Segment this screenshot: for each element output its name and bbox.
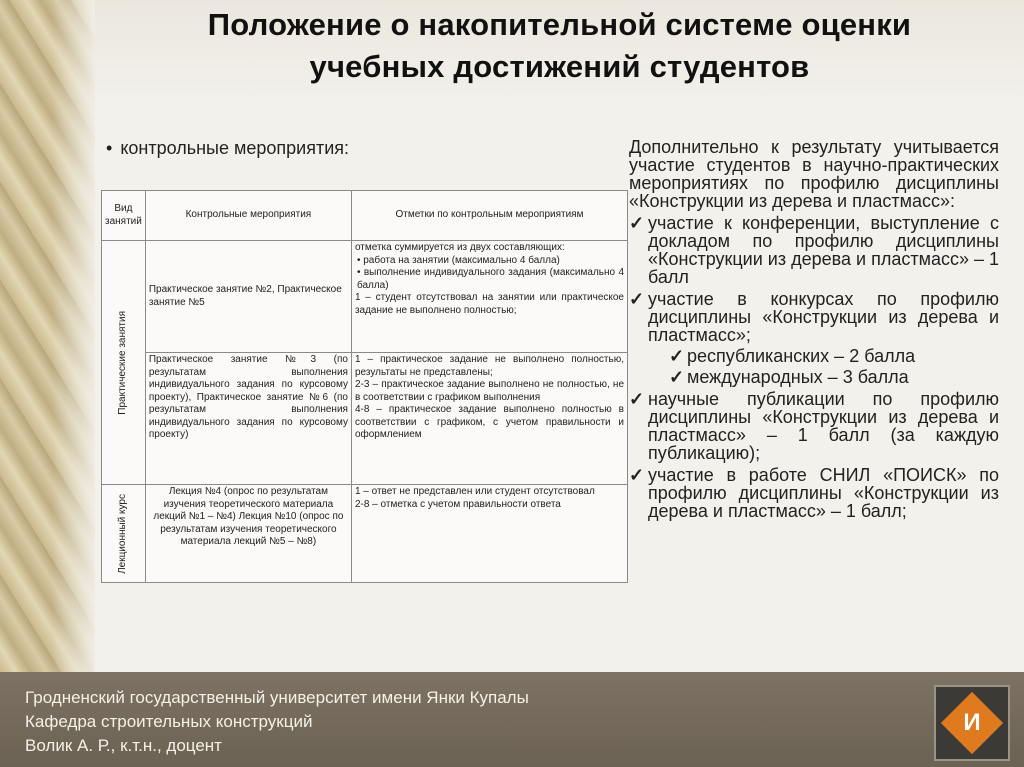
additional-criteria: [629, 138, 999, 520]
bullet-dot-icon: •: [106, 138, 113, 158]
faculty-logo-icon: И: [934, 685, 1010, 761]
row3-mark-2: 2-8 – отметка с учетом правильности ответа: [354, 498, 561, 510]
footer-department: Кафедра строительных конструкций: [25, 712, 313, 731]
footer-university: Гродненский государственный университет имени Янки Купалы: [25, 688, 529, 707]
decorative-wood-strip: [0, 0, 95, 672]
criteria-subitem-text: республиканских – 2 балла: [687, 346, 916, 366]
header-events: Контрольные мероприятия: [145, 191, 351, 241]
section-bullet: [106, 138, 349, 159]
row3-events: Лекция №4 (опрос по результатам изучения теоретического материала лекций №1 – №4) Лекция №10 (опрос по результатам изучения теоретического материала лекций №5 – №8): [145, 485, 351, 583]
row1-marks-item-2-text: выполнение индивидуального задания (максимально 4 балла): [356, 267, 625, 291]
row2-mark-1: 1 – практическое задание не выполнено полностью, результаты не представлены;: [354, 354, 624, 378]
footer-bar: [0, 672, 1024, 767]
group-lecture-label: Лекционный курс: [117, 493, 129, 574]
criteria-item: [629, 214, 999, 286]
row2-mark-2: 2-3 – практическое задание выполнено не полностью, не в соответствии с графиком выполнения: [354, 379, 624, 403]
header-marks: Отметки по контрольным мероприятиям: [351, 191, 627, 241]
header-type: Вид занятий: [102, 191, 146, 241]
footer-author: Волик А. Р., к.т.н., доцент: [25, 736, 222, 755]
checkmark-icon: ✓: [669, 367, 685, 387]
row3-mark-1: 1 – ответ не представлен или студент отсутствовал: [354, 486, 595, 497]
control-events-table: [101, 190, 628, 583]
row2-mark-3: 4-8 – практическое задание выполнено полностью в соответствии с графиком, с учетом правильности и оформлением: [354, 404, 624, 440]
criteria-item: [629, 390, 999, 462]
row1-marks-intro: отметка суммируется из двух составляющих:: [354, 242, 565, 253]
checkmark-icon: ✓: [669, 346, 685, 366]
section-bullet-text: контрольные мероприятия:: [120, 138, 349, 158]
group-lecture: [102, 485, 146, 583]
row1-marks-last: 1 – студент отсутствовал на занятии или практическое задание не выполнено полностью;: [354, 292, 624, 316]
table-row: [102, 353, 628, 485]
page-title: [95, 4, 1024, 88]
group-practical: [102, 241, 146, 485]
checkmark-icon: ✓: [629, 289, 645, 309]
checkmark-icon: ✓: [629, 465, 645, 485]
title-line-1: Положение о накопительной системе оценки: [207, 7, 912, 42]
row1-marks-item-1-text: работа на занятии (максимально 4 балла): [363, 254, 560, 266]
row3-marks: [351, 485, 627, 583]
criteria-item-text: участие к конференции, выступление с докладом по профилю дисциплины «Конструкции из дерева и пластмасс» – 1 балл: [648, 213, 999, 287]
criteria-item: [629, 466, 999, 520]
row1-marks-item-2: • выполнение индивидуального задания (максимально 4 балла): [356, 267, 625, 291]
criteria-intro: Дополнительно к результату учитывается участие студентов в научно-практических мероприятиях по профилю дисциплины «Конструкции из дерева и пластмасс»:: [629, 137, 999, 211]
row1-events: Практическое занятие №2, Практическое занятие №5: [145, 241, 351, 353]
checkmark-icon: ✓: [629, 213, 645, 233]
row2-events: Практическое занятие №3 (по результатам выполнения индивидуального задания по курсовому проекту), Практическое занятие №6 (по результатам выполнения индивидуального задания по курсовому проекту): [145, 353, 351, 485]
criteria-subitem: [629, 368, 999, 386]
table-row: [102, 241, 628, 353]
checkmark-icon: ✓: [629, 389, 645, 409]
footer-text: [25, 686, 529, 758]
criteria-subitem-text: международных – 3 балла: [687, 367, 909, 387]
row1-marks-item-1: • работа на занятии (максимально 4 балла): [356, 254, 560, 266]
criteria-item-text: участие в работе СНИЛ «ПОИСК» по профилю дисциплины «Конструкции из дерева и пластмасс» – 1 балл;: [648, 465, 999, 521]
table-row: [102, 485, 628, 583]
criteria-item-text: участие в конкурсах по профилю дисциплины «Конструкции из дерева и пластмасс»;: [648, 289, 999, 345]
group-practical-label: Практические занятия: [117, 310, 129, 415]
row1-marks: [351, 241, 627, 353]
table-header-row: [102, 191, 628, 241]
criteria-subitem: [629, 347, 999, 365]
title-line-2: учебных достижений студентов: [309, 49, 810, 84]
criteria-item-text: научные публикации по профилю дисциплины «Конструкции из дерева и пластмасс» – 1 балл (за каждую публикацию);: [648, 389, 999, 463]
criteria-item: [629, 290, 999, 344]
row2-marks: [351, 353, 627, 485]
